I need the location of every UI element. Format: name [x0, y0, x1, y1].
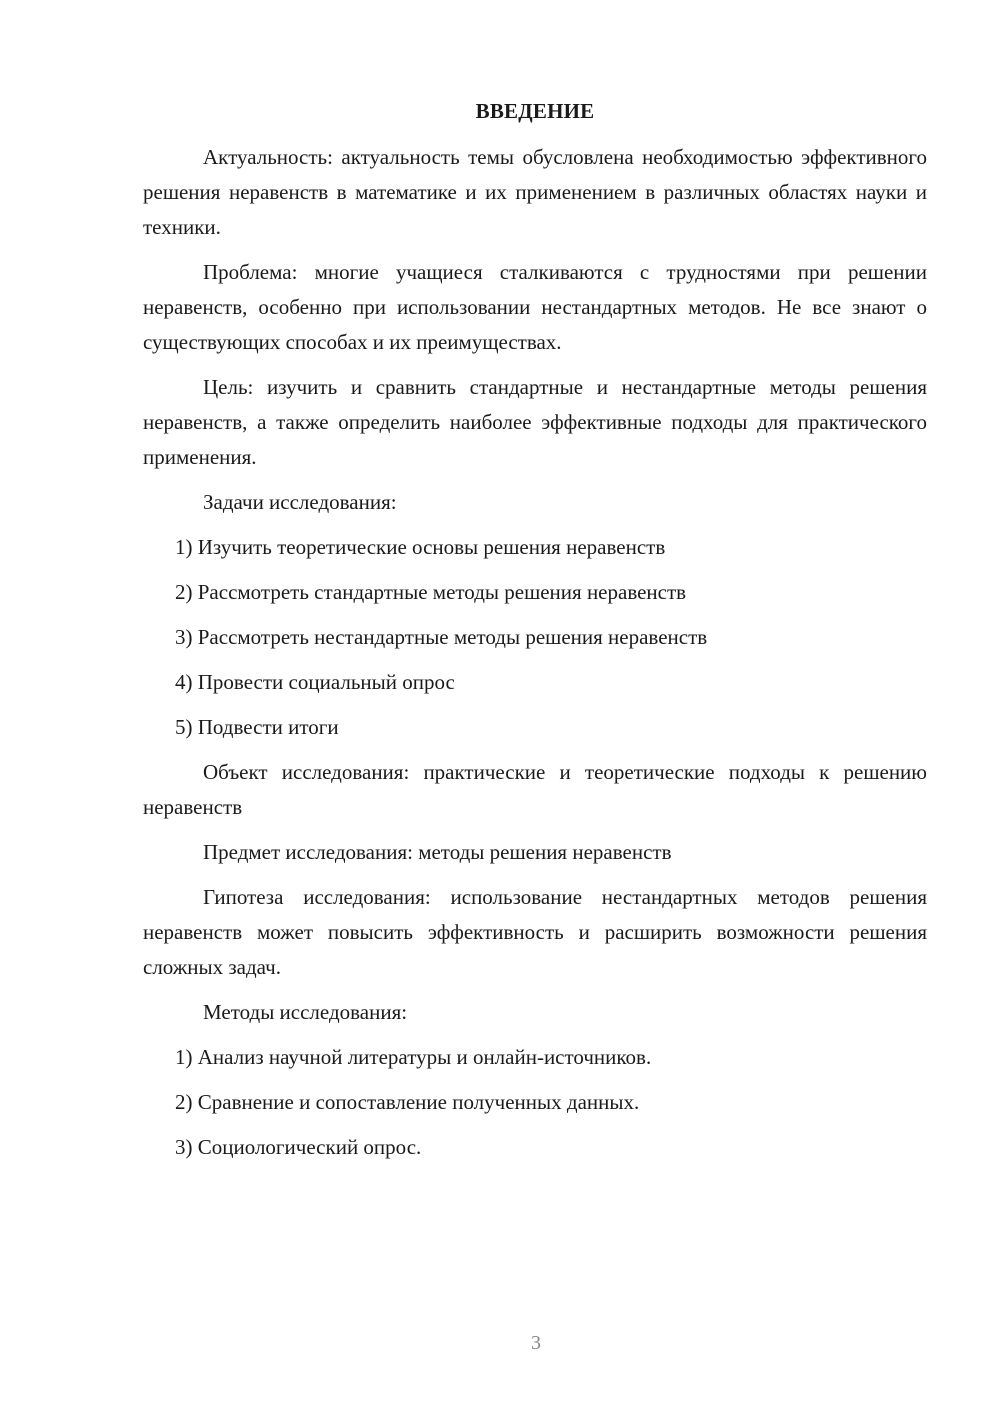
section-title: ВВЕДЕНИЕ [475, 99, 595, 123]
subject-paragraph: Предмет исследования: методы решения неравенств [203, 840, 672, 864]
task-item: 2) Рассмотреть стандартные методы решения неравенств [175, 580, 687, 604]
hypothesis-paragraph: Гипотеза исследования: использование нестандартных методов решения неравенств может повысить эффективность и расширить возможности решения сложных задач. [143, 885, 927, 979]
method-item: 2) Сравнение и сопоставление полученных данных. [175, 1090, 640, 1114]
problem-paragraph: Проблема: многие учащиеся сталкиваются с трудностями при решении неравенств, особенно при использовании нестандартных методов. Не все знают о существующих способах и их преимуществах. [143, 260, 927, 354]
task-item: 3) Рассмотреть нестандартные методы решения неравенств [175, 625, 708, 649]
tasks-list [143, 530, 927, 745]
methods-label: Методы исследования: [203, 1000, 408, 1024]
method-item: 3) Социологический опрос. [175, 1135, 422, 1159]
object-paragraph: Объект исследования: практические и теоретические подходы к решению неравенств [143, 760, 927, 819]
tasks-label: Задачи исследования: [203, 490, 397, 514]
goal-paragraph: Цель: изучить и сравнить стандартные и нестандартные методы решения неравенств, а также определить наиболее эффективные подходы для практического применения. [143, 375, 927, 469]
task-item: 1) Изучить теоретические основы решения неравенств [175, 535, 666, 559]
relevance-paragraph: Актуальность: актуальность темы обусловлена необходимостью эффективного решения неравенств в математике и их применением в различных областях науки и техники. [143, 145, 927, 239]
task-item: 5) Подвести итоги [175, 715, 339, 739]
method-item: 1) Анализ научной литературы и онлайн-источников. [175, 1045, 652, 1069]
page-number: 3 [531, 1332, 541, 1354]
methods-list [143, 1040, 927, 1165]
document-page [143, 94, 927, 1175]
task-item: 4) Провести социальный опрос [175, 670, 455, 694]
